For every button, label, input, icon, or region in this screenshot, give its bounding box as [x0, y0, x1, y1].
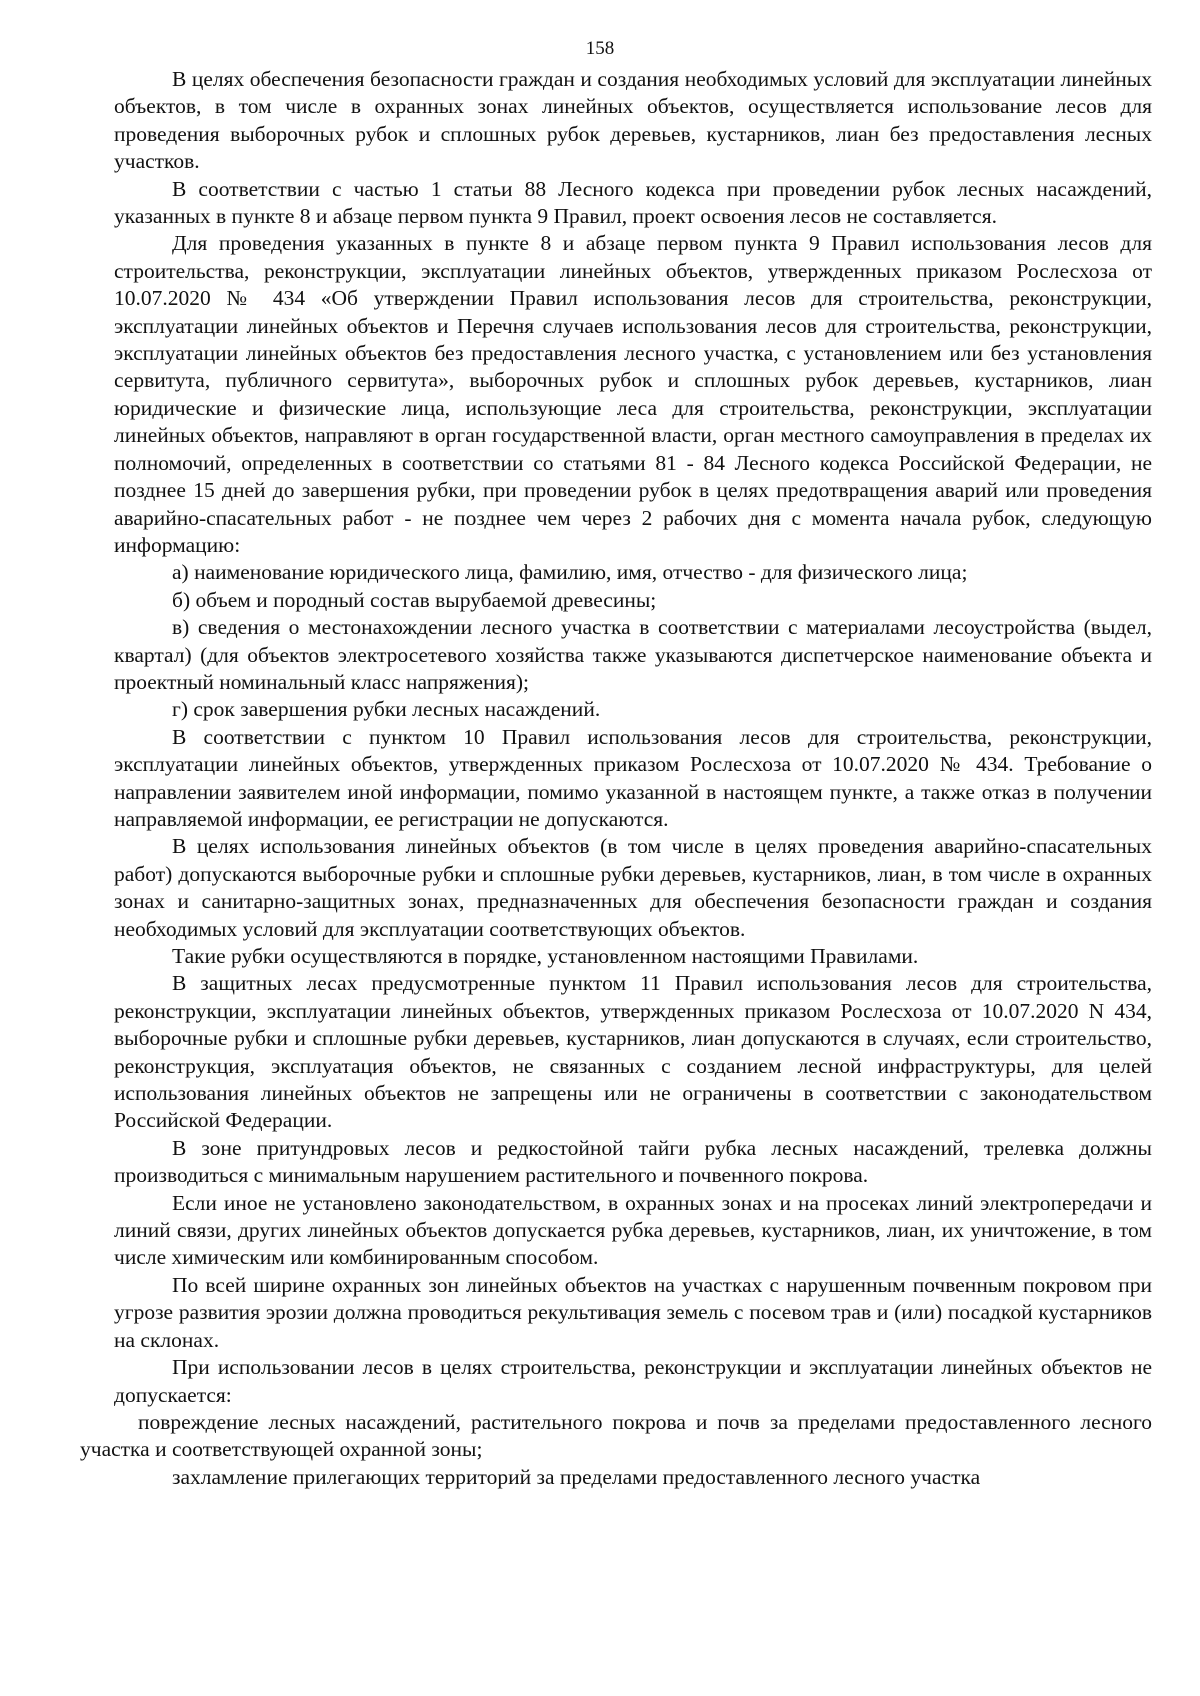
paragraph: Если иное не установлено законодательством, в охранных зонах и на просеках линий электропередачи и линий связи, других линейных объектов допускается рубка деревьев, кустарников, лиан, их уничтожение, в том числе химическим или комбинированным способом. [114, 1190, 1152, 1270]
paragraph: При использовании лесов в целях строительства, реконструкции и эксплуатации линейных объектов не допускается: [114, 1355, 1152, 1407]
document-body [80, 66, 1152, 1491]
paragraph: В целях использования линейных объектов (в том числе в целях проведения аварийно-спасательных работ) допускаются выборочные рубки и сплошные рубки деревьев, кустарников, лиан, в том числе в охранных зонах и санитарно-защитных зонах, предназначенных для обеспечения безопасности граждан и создания необходимых условий для эксплуатации соответствующих объектов. [114, 834, 1152, 941]
paragraph: В защитных лесах предусмотренные пунктом 11 Правил использования лесов для строительства, реконструкции, эксплуатации линейных объектов, утвержденных приказом Рослесхоза от 10.07.2020 N 434, выборочные рубки и сплошные рубки деревьев, кустарников, лиан допускаются в случаях, если строительство, реконструкция, эксплуатация объектов, не связанных с созданием лесной инфраструктуры, для целей использования линейных объектов не запрещены или не ограничены в соответствии с законодательством Российской Федерации. [114, 971, 1152, 1133]
list-item: г) срок завершения рубки лесных насаждений. [172, 697, 601, 722]
paragraph: В соответствии с пунктом 10 Правил использования лесов для строительства, реконструкции, эксплуатации линейных объектов, утвержденных приказом Рослесхоза от 10.07.2020 № 434. Требование о направлении заявителем иной информации, помимо указанной в настоящем пункте, а также отказ в получении направляемой информации, ее регистрации не допускаются. [114, 724, 1152, 831]
page-number: 158 [585, 38, 615, 59]
paragraph: В целях обеспечения безопасности граждан и создания необходимых условий для эксплуатации линейных объектов, в том числе в охранных зонах линейных объектов, осуществляется использование лесов для проведения выборочных рубок и сплошных рубок деревьев, кустарников, лиан без предоставления лесных участков. [114, 67, 1152, 174]
paragraph: Такие рубки осуществляются в порядке, установленном настоящими Правилами. [172, 944, 919, 968]
paragraph: В зоне притундровых лесов и редкостойной тайги рубка лесных насаждений, трелевка должны производиться с минимальным нарушением растительного и почвенного покрова. [114, 1135, 1152, 1188]
list-item: повреждение лесных насаждений, растительного покрова и почв за пределами предоставленного лесного участка и соответствующей охранной зоны; [80, 1409, 1152, 1462]
list-item: в) сведения о местонахождении лесного участка в соответствии с материалами лесоустройства (выдел, квартал) (для объектов электросетевого хозяйства также указываются диспетчерское наименование объекта и проектный номинальный класс напряжения); [114, 615, 1152, 694]
list-item: а) наименование юридического лица, фамилию, имя, отчество - для физического лица; [172, 560, 968, 585]
list-item: захламление прилегающих территорий за пределами предоставленного лесного участка [172, 1464, 981, 1489]
paragraph: Для проведения указанных в пункте 8 и абзаце первом пункта 9 Правил использования лесов для строительства, реконструкции, эксплуатации линейных объектов, утвержденных приказом Рослесхоза от 10.07.2020 № 434 «Об утверждении Правил использования лесов для строительства, реконструкции, эксплуатации линейных объектов и Перечня случаев использования лесов для строительства, реконструкции, эксплуатации линейных объектов без предоставления лесного участка, с установлением или без установления сервитута, публичного сервитута», выборочных рубок и сплошных рубок деревьев, кустарников, лиан юридические и физические лица, использующие леса для строительства, реконструкции, эксплуатации линейных объектов, направляют в орган государственной власти, орган местного самоуправления в пределах их полномочий, определенных в соответствии со статьями 81 - 84 Лесного кодекса Российской Федерации, не позднее 15 дней до завершения рубки, при проведении рубок в целях предотвращения аварий или проведения аварийно-спасательных работ - не позднее чем через 2 рабочих дня с момента начала рубок, следующую информацию: [114, 231, 1152, 557]
list-item: б) объем и породный состав вырубаемой древесины; [172, 587, 657, 612]
paragraph: В соответствии с частью 1 статьи 88 Лесного кодекса при проведении рубок лесных насаждений, указанных в пункте 8 и абзаце первом пункта 9 Правил, проект освоения лесов не составляется. [114, 176, 1152, 229]
paragraph: По всей ширине охранных зон линейных объектов на участках с нарушенным почвенным покровом при угрозе развития эрозии должна проводиться рекультивация земель с посевом трав и (или) посадкой кустарников на склонах. [114, 1272, 1152, 1352]
